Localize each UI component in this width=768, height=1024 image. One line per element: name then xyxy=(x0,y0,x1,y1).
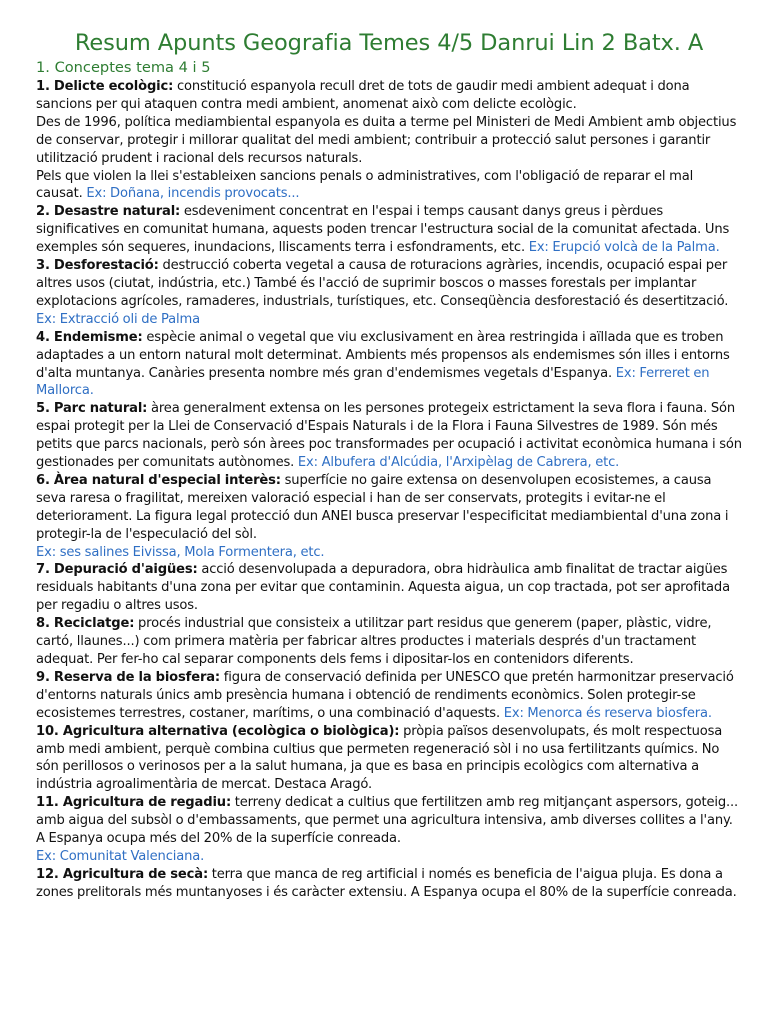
concept-term: 4. Endemisme: xyxy=(36,329,143,345)
document-title: Resum Apunts Geografia Temes 4/5 Danrui Lin 2 Batx. A xyxy=(74,30,704,56)
concept-entry xyxy=(36,794,742,848)
concept-definition: figura de conservació definida per UNESCO que pretén harmonitzar preservació d'entorns naturals únics amb presència humana i obtenció de rendiments econòmics. Solen protegir-se ecosistemes terrestres, costaner, marítims, o una combinació d'aquests. xyxy=(36,669,734,721)
concept-term: 11. Agricultura de regadiu: xyxy=(36,795,232,811)
concept-definition: espècie animal o vegetal que viu exclusivament en àrea restringida i aïllada que es troben adaptades a un entorn natural molt determinat. Ambients més propensos als endemismes són illes i entorns d'alta muntanya. Canàries presenta nombre més gran d'endemismes vegetals d'Espanya. xyxy=(36,329,730,381)
concept-example: Ex: Doñana, incendis provocats... xyxy=(86,186,300,202)
concept-example: Ex: Erupció volcà de la Palma. xyxy=(528,240,720,256)
concept-entry xyxy=(36,329,742,401)
concept-term: 2. Desastre natural: xyxy=(36,204,181,220)
concept-definition: procés industrial que consisteix a utilitzar part residus que generem (paper, plàstic, vidre, cartó, llaunes...) com primera matèria per fabricar altres productes i materials després d'un tractament adequat. Per fer-ho cal separar components dels fems i dipositar-los en contenidors diferents. xyxy=(36,616,712,667)
concept-paragraph: Des de 1996, política mediambiental espanyola es duita a terme pel Ministeri de Medi Ambient amb objectius de conservar, protegir i millorar qualitat del medi ambient; contribuir a protecció salut persones i garantir utilització prudent i racional dels recursos naturals. xyxy=(36,114,737,166)
concept-entry xyxy=(36,203,742,257)
concept-term: 5. Parc natural: xyxy=(36,401,148,417)
concept-term: 10. Agricultura alternativa (ecològica o biològica): xyxy=(36,723,400,739)
concept-example: Ex: Ferreret en Mallorca. xyxy=(36,365,710,399)
concept-paragraph: Pels que violen la llei s'estableixen sancions penals o administratives, com l'obligació de reparar el mal causat. Ex: Doñana, incendis provocats... xyxy=(36,168,694,202)
concept-definition: acció desenvolupada a depuradora, obra hidràulica amb finalitat de tractar aigües residuals habitants d'una zona per evitar que contaminin. Aquesta aigua, un cop tractada, pot ser aprofitada per regadiu o altres usos. xyxy=(36,562,730,614)
concept-list xyxy=(36,78,742,902)
concept-term: 7. Depuració d'aigües: xyxy=(36,562,198,578)
section-heading: 1. Conceptes tema 4 i 5 xyxy=(36,59,211,76)
concept-example: Ex: Menorca és reserva biosfera. xyxy=(503,705,712,721)
concept-entry xyxy=(36,561,742,615)
concept-entry xyxy=(36,615,742,669)
concept-term: 9. Reserva de la biosfera: xyxy=(36,669,221,685)
concept-definition: constitució espanyola recull dret de tots de gaudir medi ambient adequat i dona sancions per qui ataquen contra medi ambient, anomenat això com delicte ecològic. xyxy=(36,79,690,112)
concept-entry xyxy=(36,723,742,795)
concept-definition: àrea generalment extensa on les persones protegeix estrictament la seva flora i fauna. Són espai protegit per la Llei de Conservació d'Espais Naturals i de la Flora i Fauna Silvestres de 1989. Són més petits que parcs nacionals, però són àrees poc transformades per ocupació i activitat econòmica humana i són gestionades per comunitats autònomes. xyxy=(36,401,742,471)
concept-example: Ex: Comunitat Valenciana. xyxy=(36,848,205,864)
concept-definition: pròpia països desenvolupats, és molt respectuosa amb medi ambient, perquè combina cultius que permeten regeneració sòl i no usa fertilitzants químics. No són perillosos o verinosos per a la salut humana, ja que es basa en principis ecològics com alternativa a indústria agroalimentària de mercat. Destaca Aragó. xyxy=(36,723,723,793)
concept-entry xyxy=(36,78,742,114)
concept-term: 1. Delicte ecològic: xyxy=(36,79,174,94)
concept-entry xyxy=(36,472,742,544)
concept-example: Ex: Extracció oli de Palma xyxy=(36,311,200,327)
concept-definition: terreny dedicat a cultius que fertilitzen amb reg mitjançant aspersors, goteig... amb aigua del subsòl o d'embassaments, que permet una agricultura intensiva, amb diverses collites a l'any. A Espanya ocupa més del 20% de la superfície conreada. xyxy=(36,795,739,847)
concept-entry xyxy=(36,257,742,311)
concept-example: Ex: Albufera d'Alcúdia, l'Arxipèlag de Cabrera, etc. xyxy=(297,455,620,471)
concept-term: 12. Agricultura de secà: xyxy=(36,866,209,882)
concept-term: 8. Reciclatge: xyxy=(36,616,135,632)
concept-term: 6. Àrea natural d'especial interès: xyxy=(36,472,281,488)
concept-example: Ex: ses salines Eivissa, Mola Formentera, etc. xyxy=(36,544,325,560)
concept-entry xyxy=(36,866,742,902)
concept-definition: esdeveniment concentrat en l'espai i temps causant danys greus i pèrdues significatives en comunitat humana, aquests poden trencar l'estructura social de la comunitat afectada. Uns exemples són sequeres, inundacions, lliscaments terra i esfondraments, etc. xyxy=(36,204,730,256)
concept-entry xyxy=(36,669,742,723)
concept-definition: destrucció coberta vegetal a causa de roturacions agràries, incendis, ocupació espai per altres usos (ciutat, indústria, etc.) També és l'acció de suprimir boscos o masses forestals per implantar explotacions agrícoles, ramaderes, industrials, turístiques, etc. Conseqüència desforestació és desertització. xyxy=(36,258,729,309)
concept-term: 3. Desforestació: xyxy=(36,258,159,274)
concept-definition: terra que manca de reg artificial i només es beneficia de l'aigua pluja. Es dona a zones prelitorals més muntanyoses i és caràcter extensiu. A Espanya ocupa el 80% de la superfície conreada. xyxy=(36,866,737,900)
concept-entry xyxy=(36,400,742,472)
concept-definition: superfície no gaire extensa on desenvolupen ecosistemes, a causa seva raresa o fragilitat, mereixen valoració especial i han de ser conservats, protegits i evitar-ne el deteriorament. La figura legal protecció dun ANEI busca preservar l'especificitat mediambiental d'una zona i protegir-la de l'especulació del sòl. xyxy=(36,472,729,542)
